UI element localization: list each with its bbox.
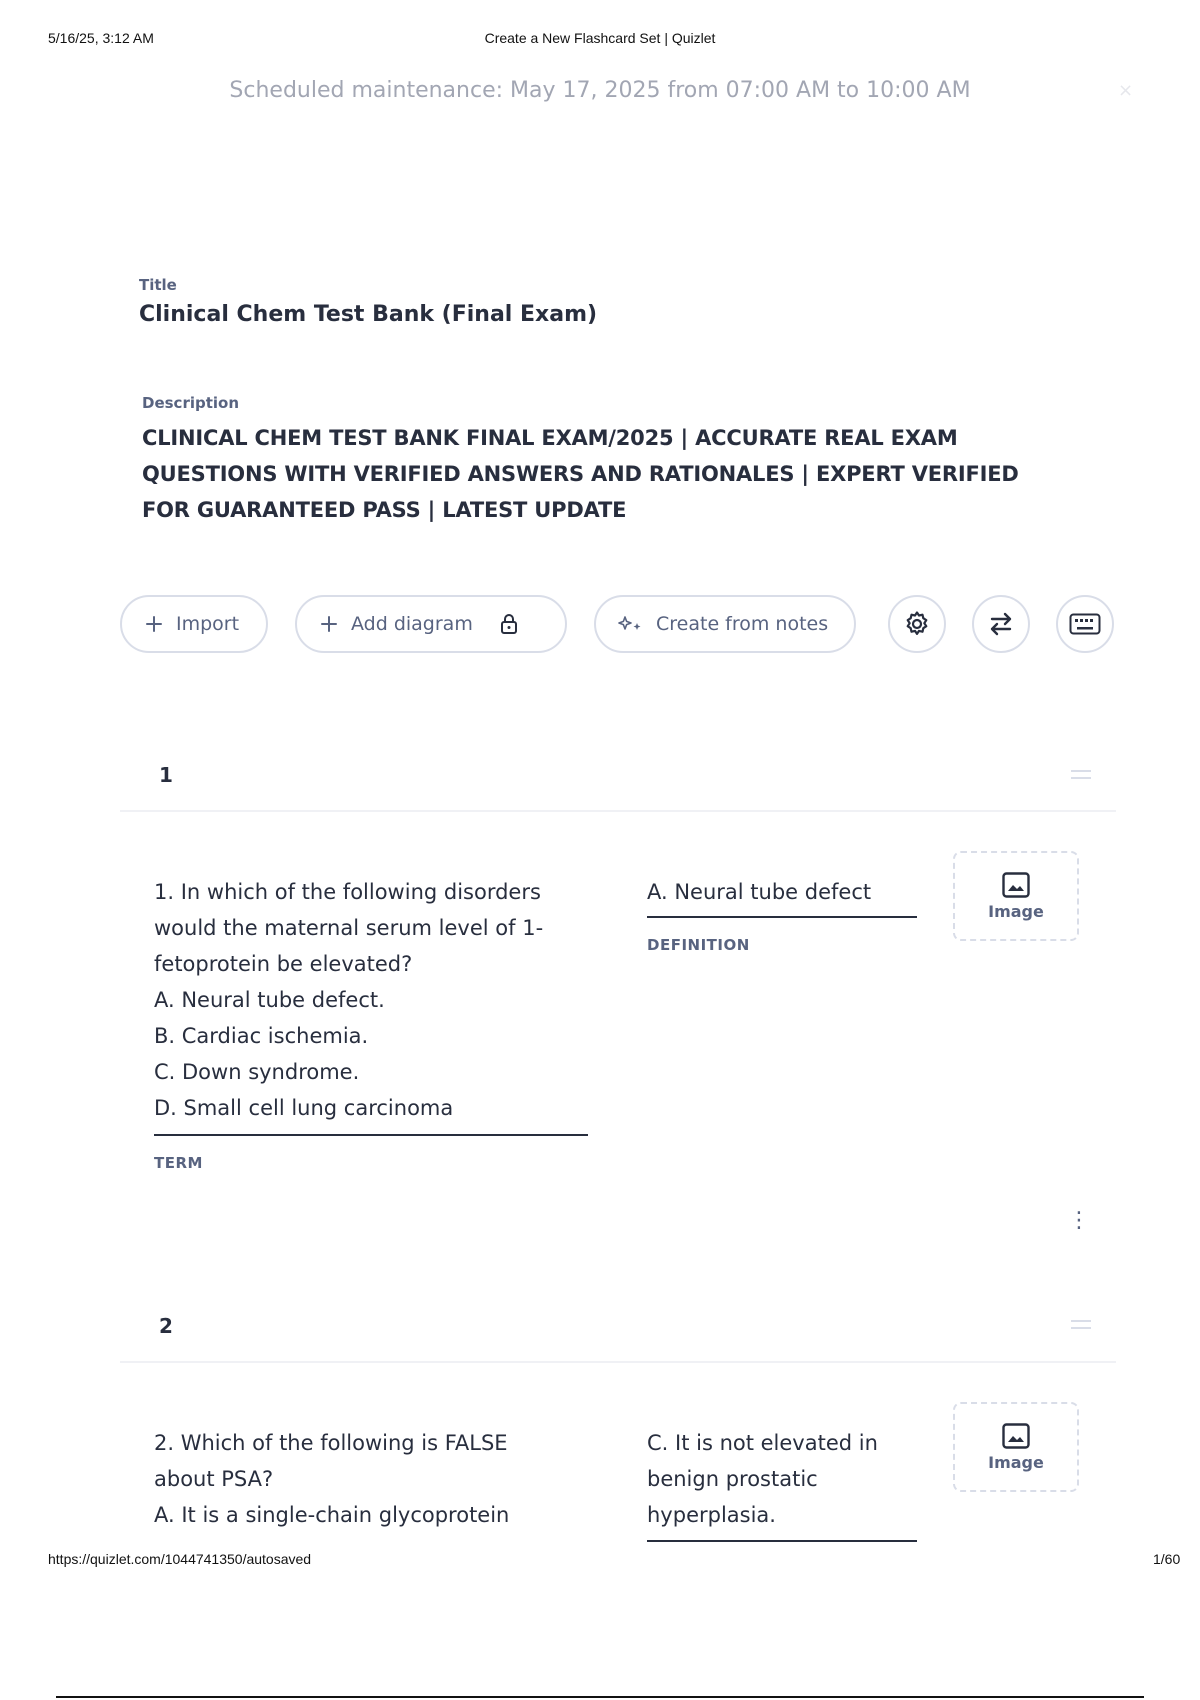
term-label: TERM: [154, 1154, 203, 1172]
term-line: about PSA?: [154, 1467, 274, 1491]
definition-label: DEFINITION: [647, 936, 750, 954]
sparkle-icon: [618, 614, 644, 634]
drag-handle-icon[interactable]: [1071, 1320, 1091, 1334]
page-bottom-rule: [56, 1696, 1144, 1698]
create-from-notes-label: Create from notes: [656, 613, 829, 635]
card-divider: [120, 810, 1116, 812]
term-underline: [154, 1134, 588, 1136]
term-line: fetoprotein be elevated?: [154, 952, 413, 976]
definition-line: benign prostatic: [647, 1467, 818, 1491]
image-label: Image: [988, 901, 1044, 921]
lock-icon: [499, 613, 519, 635]
set-title-input[interactable]: Clinical Chem Test Bank (Final Exam): [139, 302, 598, 327]
add-image-button[interactable]: [953, 1402, 1079, 1492]
import-label: Import: [176, 613, 240, 635]
definition-input[interactable]: [647, 1425, 917, 1533]
definition-underline: [647, 1540, 917, 1542]
term-line: D. Small cell lung carcinoma: [154, 1096, 454, 1120]
term-line: 1. In which of the following disorders: [154, 880, 541, 904]
keyboard-icon: [1069, 613, 1101, 635]
term-line: A. It is a single-chain glycoprotein: [154, 1503, 510, 1527]
add-image-button[interactable]: [953, 851, 1079, 941]
title-label: Title: [139, 276, 177, 294]
term-input[interactable]: [154, 874, 604, 1126]
print-url: https://quizlet.com/1044741350/autosaved: [48, 1551, 312, 1567]
maintenance-banner: Scheduled maintenance: May 17, 2025 from 07:00 AM to 10:00 AM: [229, 78, 971, 103]
term-line: C. Down syndrome.: [154, 1060, 360, 1084]
definition-input[interactable]: [647, 874, 917, 910]
print-page-number: 1/60: [1153, 1551, 1181, 1567]
description-line: CLINICAL CHEM TEST BANK FINAL EXAM/2025 | ACCURATE REAL EXAM: [142, 426, 958, 450]
create-from-notes-button[interactable]: [594, 595, 856, 653]
print-datetime: 5/16/25, 3:12 AM: [48, 30, 154, 46]
term-line: B. Cardiac ischemia.: [154, 1024, 369, 1048]
drag-handle-icon[interactable]: [1071, 770, 1091, 784]
card-number: 1: [159, 763, 173, 787]
swap-terms-button[interactable]: [972, 595, 1030, 653]
description-label: Description: [142, 394, 240, 412]
plus-icon: [319, 614, 339, 634]
definition-line: hyperplasia.: [647, 1503, 776, 1527]
image-icon: [1002, 1423, 1030, 1449]
settings-button[interactable]: [888, 595, 946, 653]
gear-icon: [902, 609, 932, 639]
set-description-input[interactable]: [142, 420, 1062, 528]
term-line: would the maternal serum level of 1-: [154, 916, 544, 940]
image-icon: [1002, 872, 1030, 898]
keyboard-shortcuts-button[interactable]: [1056, 595, 1114, 653]
card-number: 2: [159, 1314, 173, 1338]
image-label: Image: [988, 1452, 1044, 1472]
plus-icon: [144, 614, 164, 634]
import-button[interactable]: [120, 595, 268, 653]
add-diagram-button[interactable]: [295, 595, 567, 653]
print-page-title: Create a New Flashcard Set | Quizlet: [484, 30, 716, 46]
description-line: FOR GUARANTEED PASS | LATEST UPDATE: [142, 498, 627, 522]
more-options-icon[interactable]: ⋮: [1068, 1208, 1090, 1233]
term-input[interactable]: [154, 1425, 604, 1533]
term-line: 2. Which of the following is FALSE: [154, 1431, 508, 1455]
swap-icon: [986, 611, 1016, 637]
add-diagram-label: Add diagram: [351, 613, 473, 635]
definition-underline: [647, 916, 917, 918]
card-divider: [120, 1361, 1116, 1363]
close-banner-icon[interactable]: ×: [1118, 80, 1134, 101]
term-line: A. Neural tube defect.: [154, 988, 385, 1012]
definition-line: C. It is not elevated in: [647, 1431, 878, 1455]
description-line: QUESTIONS WITH VERIFIED ANSWERS AND RATIONALES | EXPERT VERIFIED: [142, 462, 1019, 486]
definition-line: A. Neural tube defect: [647, 880, 872, 904]
